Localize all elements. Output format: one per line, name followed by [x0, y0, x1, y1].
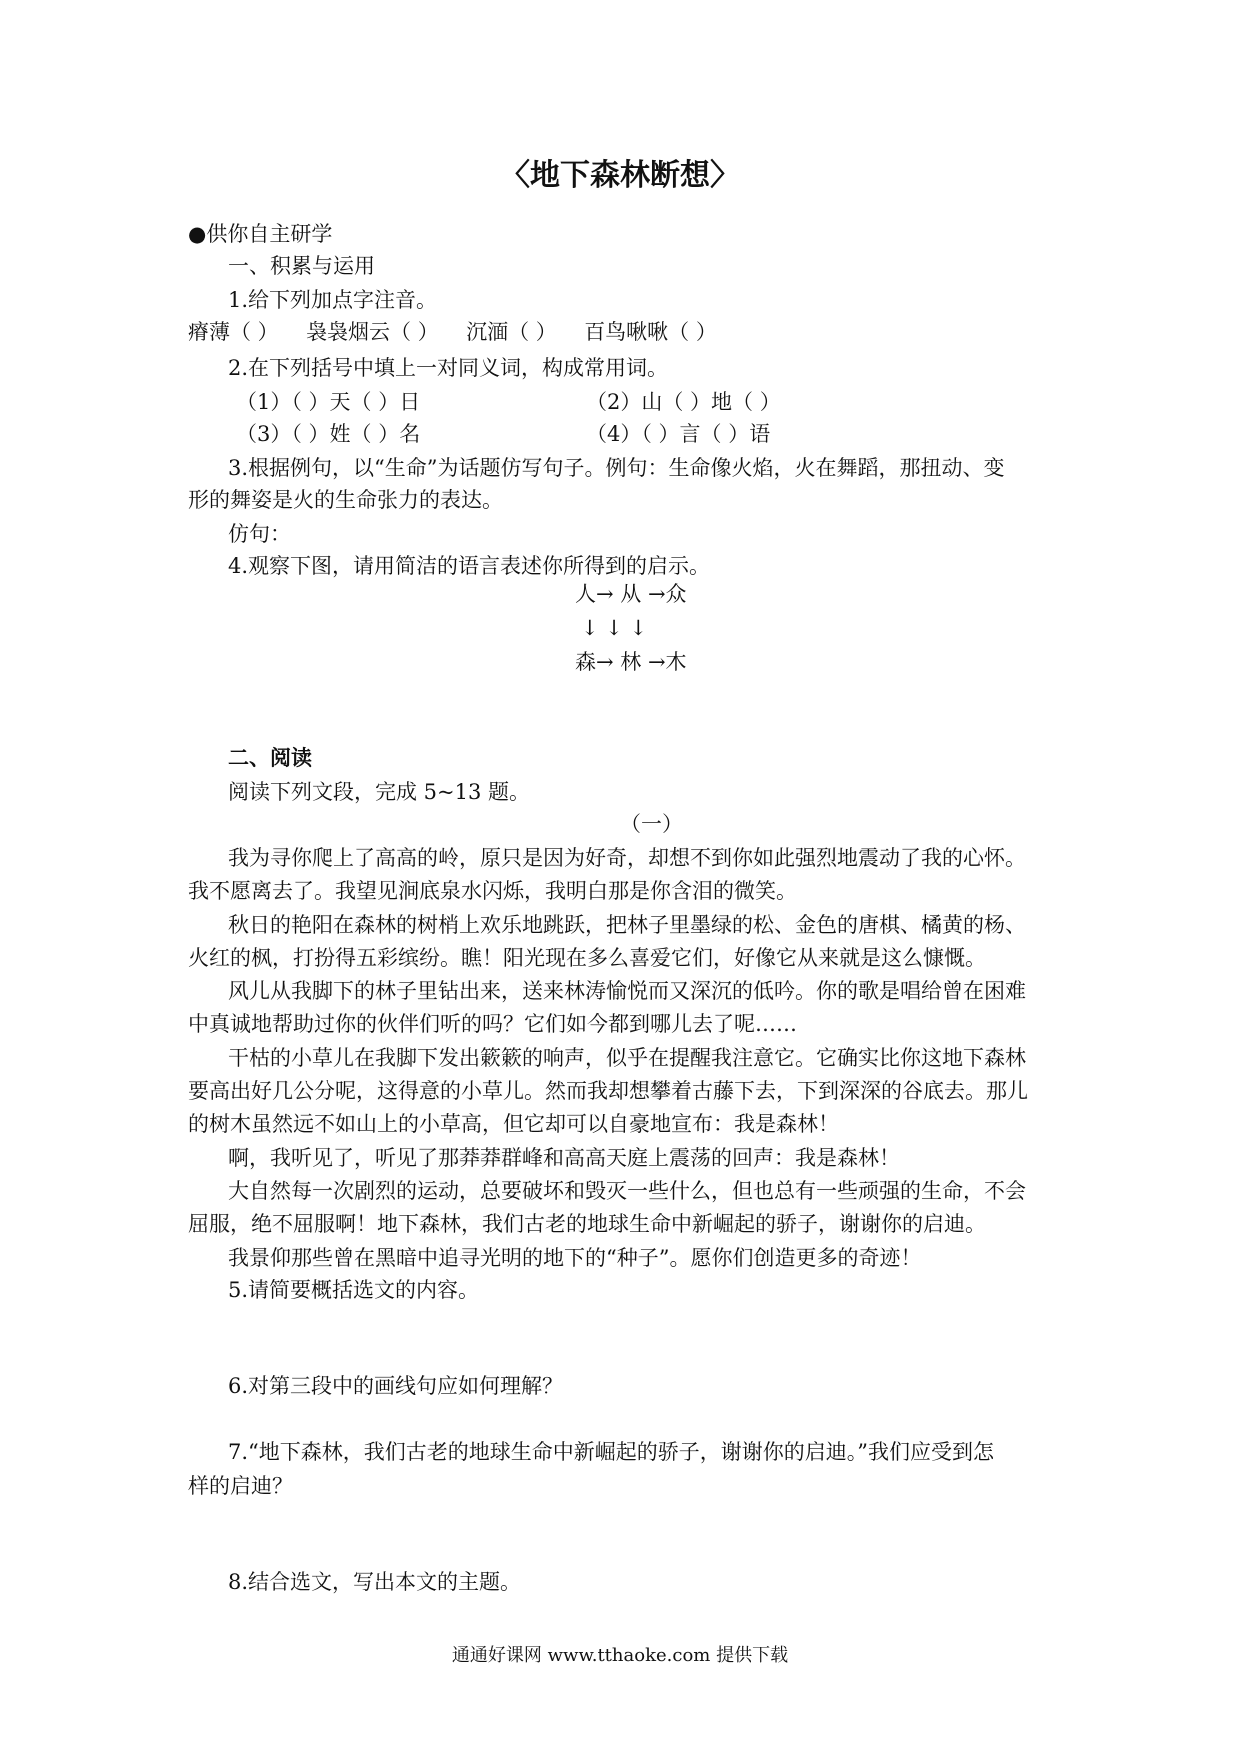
part2-intro: 阅读下列文段，完成 5~13 题。 — [228, 780, 531, 804]
question-3-line2: 形的舞姿是火的生命张力的表达。 — [188, 488, 503, 512]
page-title: 〈地下森林断想〉 — [500, 158, 740, 193]
question-3-answer: 仿句： — [228, 522, 291, 546]
paragraph-4-line-1: 干枯的小草儿在我脚下发出簌簌的响声，似乎在提醒我注意它。它确实比你这地下森林 — [228, 1046, 1026, 1070]
q2-row2-left: （3）（ ）姓（ ）名 — [236, 422, 421, 446]
diagram-bottom-row: 森→ 林 →木 — [575, 650, 687, 674]
question-7-line1: 7.“地下森林，我们古老的地球生命中新崛起的骄子，谢谢你的启迪。”我们应受到怎 — [228, 1440, 995, 1464]
paragraph-2-line-2: 火红的枫，打扮得五彩缤纷。瞧！阳光现在多么喜爱它们，好像它从来就是这么慷慨。 — [188, 946, 986, 970]
section-label: （一） — [620, 812, 683, 836]
q1-item-3: 沉湎（ ） — [466, 320, 557, 344]
question-4: 4.观察下图，请用简洁的语言表述你所得到的启示。 — [228, 554, 711, 578]
question-2: 2.在下列括号中填上一对同义词，构成常用词。 — [228, 356, 669, 380]
q1-item-4: 百鸟啾啾（ ） — [584, 320, 717, 344]
q1-item-1: 瘠薄（ ） — [188, 320, 279, 344]
paragraph-3-line-1: 风儿从我脚下的林子里钻出来，送来林涛愉悦而又深沉的低吟。你的歌是唱给曾在困难 — [228, 979, 1026, 1003]
paragraph-2-line-1: 秋日的艳阳在森林的树梢上欢乐地跳跃，把林子里墨绿的松、金色的唐棋、橘黄的杨、 — [228, 913, 1026, 937]
question-8: 8.结合选文，写出本文的主题。 — [228, 1570, 522, 1594]
diagram-arrows-row: ↓ ↓ ↓ — [581, 616, 648, 640]
paragraph-3-line-2: 中真诚地帮助过你的伙伴们听的吗？它们如今都到哪儿去了呢…… — [188, 1012, 797, 1036]
paragraph-5-line-1: 啊，我听见了，听见了那莽莽群峰和高高天庭上震荡的回声：我是森林！ — [228, 1146, 900, 1170]
character-diagram — [575, 580, 725, 690]
part2-heading: 二、阅读 — [228, 745, 312, 770]
question-7-line2: 样的启迪？ — [188, 1474, 293, 1498]
paragraph-6-line-2: 屈服，绝不屈服啊！地下森林，我们古老的地球生命中新崛起的骄子，谢谢你的启迪。 — [188, 1212, 986, 1236]
question-3-line1: 3.根据例句，以“生命”为话题仿写句子。例句：生命像火焰，火在舞蹈，那扭动、变 — [228, 456, 1005, 480]
q2-row1-right: （2）山（ ）地（ ） — [586, 390, 781, 414]
paragraph-1-line-1: 我为寻你爬上了高高的岭，原只是因为好奇，却想不到你如此强烈地震动了我的心怀。 — [228, 846, 1026, 870]
footer-text: 通通好课网 www.tthaoke.com 提供下载 — [451, 1645, 789, 1666]
question-5: 5.请简要概括选文的内容。 — [228, 1278, 480, 1302]
question-1: 1.给下列加点字注音。 — [228, 288, 438, 312]
paragraph-1-line-2: 我不愿离去了。我望见涧底泉水闪烁，我明白那是你含泪的微笑。 — [188, 879, 797, 903]
q1-item-2: 袅袅烟云（ ） — [306, 320, 439, 344]
paragraph-4-line-2: 要高出好几公分呢，这得意的小草儿。然而我却想攀着古藤下去，下到深深的谷底去。那儿 — [188, 1079, 1028, 1103]
part1-heading: 一、积累与运用 — [228, 254, 375, 278]
section-self-study: ●供你自主研学 — [188, 222, 333, 246]
q2-row2-right: （4）（ ）言（ ）语 — [586, 422, 771, 446]
q2-row1-left: （1）（ ）天（ ）日 — [236, 390, 421, 414]
question-1-items — [188, 316, 717, 348]
paragraph-7-line-1: 我景仰那些曾在黑暗中追寻光明的地下的“种子”。愿你们创造更多的奇迹！ — [228, 1246, 922, 1270]
paragraph-6-line-1: 大自然每一次剧烈的运动，总要破坏和毁灭一些什么，但也总有一些顽强的生命，不会 — [228, 1179, 1026, 1203]
paragraph-4-line-3: 的树木虽然远不如山上的小草高，但它却可以自豪地宣布：我是森林！ — [188, 1112, 839, 1136]
diagram-top-row: 人→ 从 →众 — [575, 582, 687, 606]
question-6: 6.对第三段中的画线句应如何理解？ — [228, 1374, 564, 1398]
